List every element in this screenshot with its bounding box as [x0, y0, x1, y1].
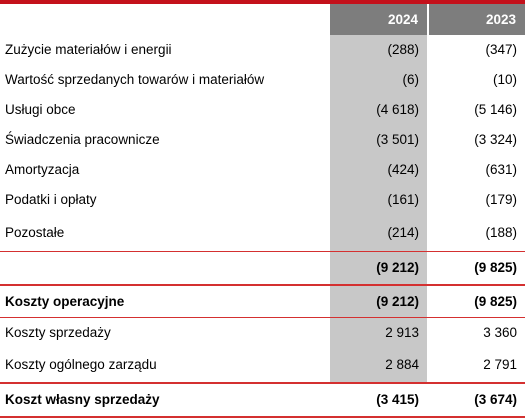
- value-2023: (3 674): [429, 384, 525, 416]
- header-year-2024: 2024: [330, 4, 427, 35]
- table-row: [0, 65, 525, 95]
- value-2024: (4 618): [330, 95, 427, 125]
- value-2023: (10): [429, 65, 525, 95]
- value-2023: (5 146): [429, 95, 525, 125]
- row-label: Świadczenia pracownicze: [5, 132, 160, 147]
- table-row: [0, 185, 525, 215]
- table-row: [0, 155, 525, 185]
- bottom-border: [0, 416, 525, 418]
- row-label: Amortyzacja: [5, 162, 80, 177]
- value-2023: (631): [429, 155, 525, 185]
- subtotal-row: [0, 252, 525, 284]
- value-2024: (6): [330, 65, 427, 95]
- row-label: Podatki i opłaty: [5, 192, 97, 207]
- table-row: [0, 95, 525, 125]
- value-2023: (3 324): [429, 125, 525, 155]
- value-2024: (424): [330, 155, 427, 185]
- value-2024: (9 212): [330, 252, 427, 284]
- row-label: Koszty sprzedaży: [5, 325, 111, 340]
- value-2023: 2 791: [429, 348, 525, 382]
- row-label: Usługi obce: [5, 102, 76, 117]
- value-2023: (9 825): [429, 252, 525, 284]
- value-2023: (9 825): [429, 286, 525, 317]
- grand-total-row: [0, 384, 525, 416]
- total-row: [0, 286, 525, 317]
- row-label: Koszt własny sprzedaży: [5, 392, 160, 407]
- value-2024: (9 212): [330, 286, 427, 317]
- value-2023: 3 360: [429, 318, 525, 348]
- row-label: Zużycie materiałów i energii: [5, 42, 172, 57]
- row-label: Koszty operacyjne: [5, 294, 125, 309]
- value-2024: 2 913: [330, 318, 427, 348]
- table-row: [0, 318, 525, 348]
- table-row: [0, 348, 525, 382]
- row-label: Koszty ogólnego zarządu: [5, 357, 157, 372]
- row-label: Wartość sprzedanych towarów i materiałów: [5, 72, 265, 87]
- value-2024: 2 884: [330, 348, 427, 382]
- value-2023: (179): [429, 185, 525, 215]
- value-2024: (161): [330, 185, 427, 215]
- value-2023: (188): [429, 215, 525, 251]
- table-row: [0, 215, 525, 251]
- value-2024: (3 415): [330, 384, 427, 416]
- table-row: [0, 125, 525, 155]
- table-row: [0, 35, 525, 65]
- value-2024: (288): [330, 35, 427, 65]
- row-label: Pozostałe: [5, 225, 65, 240]
- header-year-2023: 2023: [429, 4, 525, 35]
- value-2024: (214): [330, 215, 427, 251]
- value-2024: (3 501): [330, 125, 427, 155]
- value-2023: (347): [429, 35, 525, 65]
